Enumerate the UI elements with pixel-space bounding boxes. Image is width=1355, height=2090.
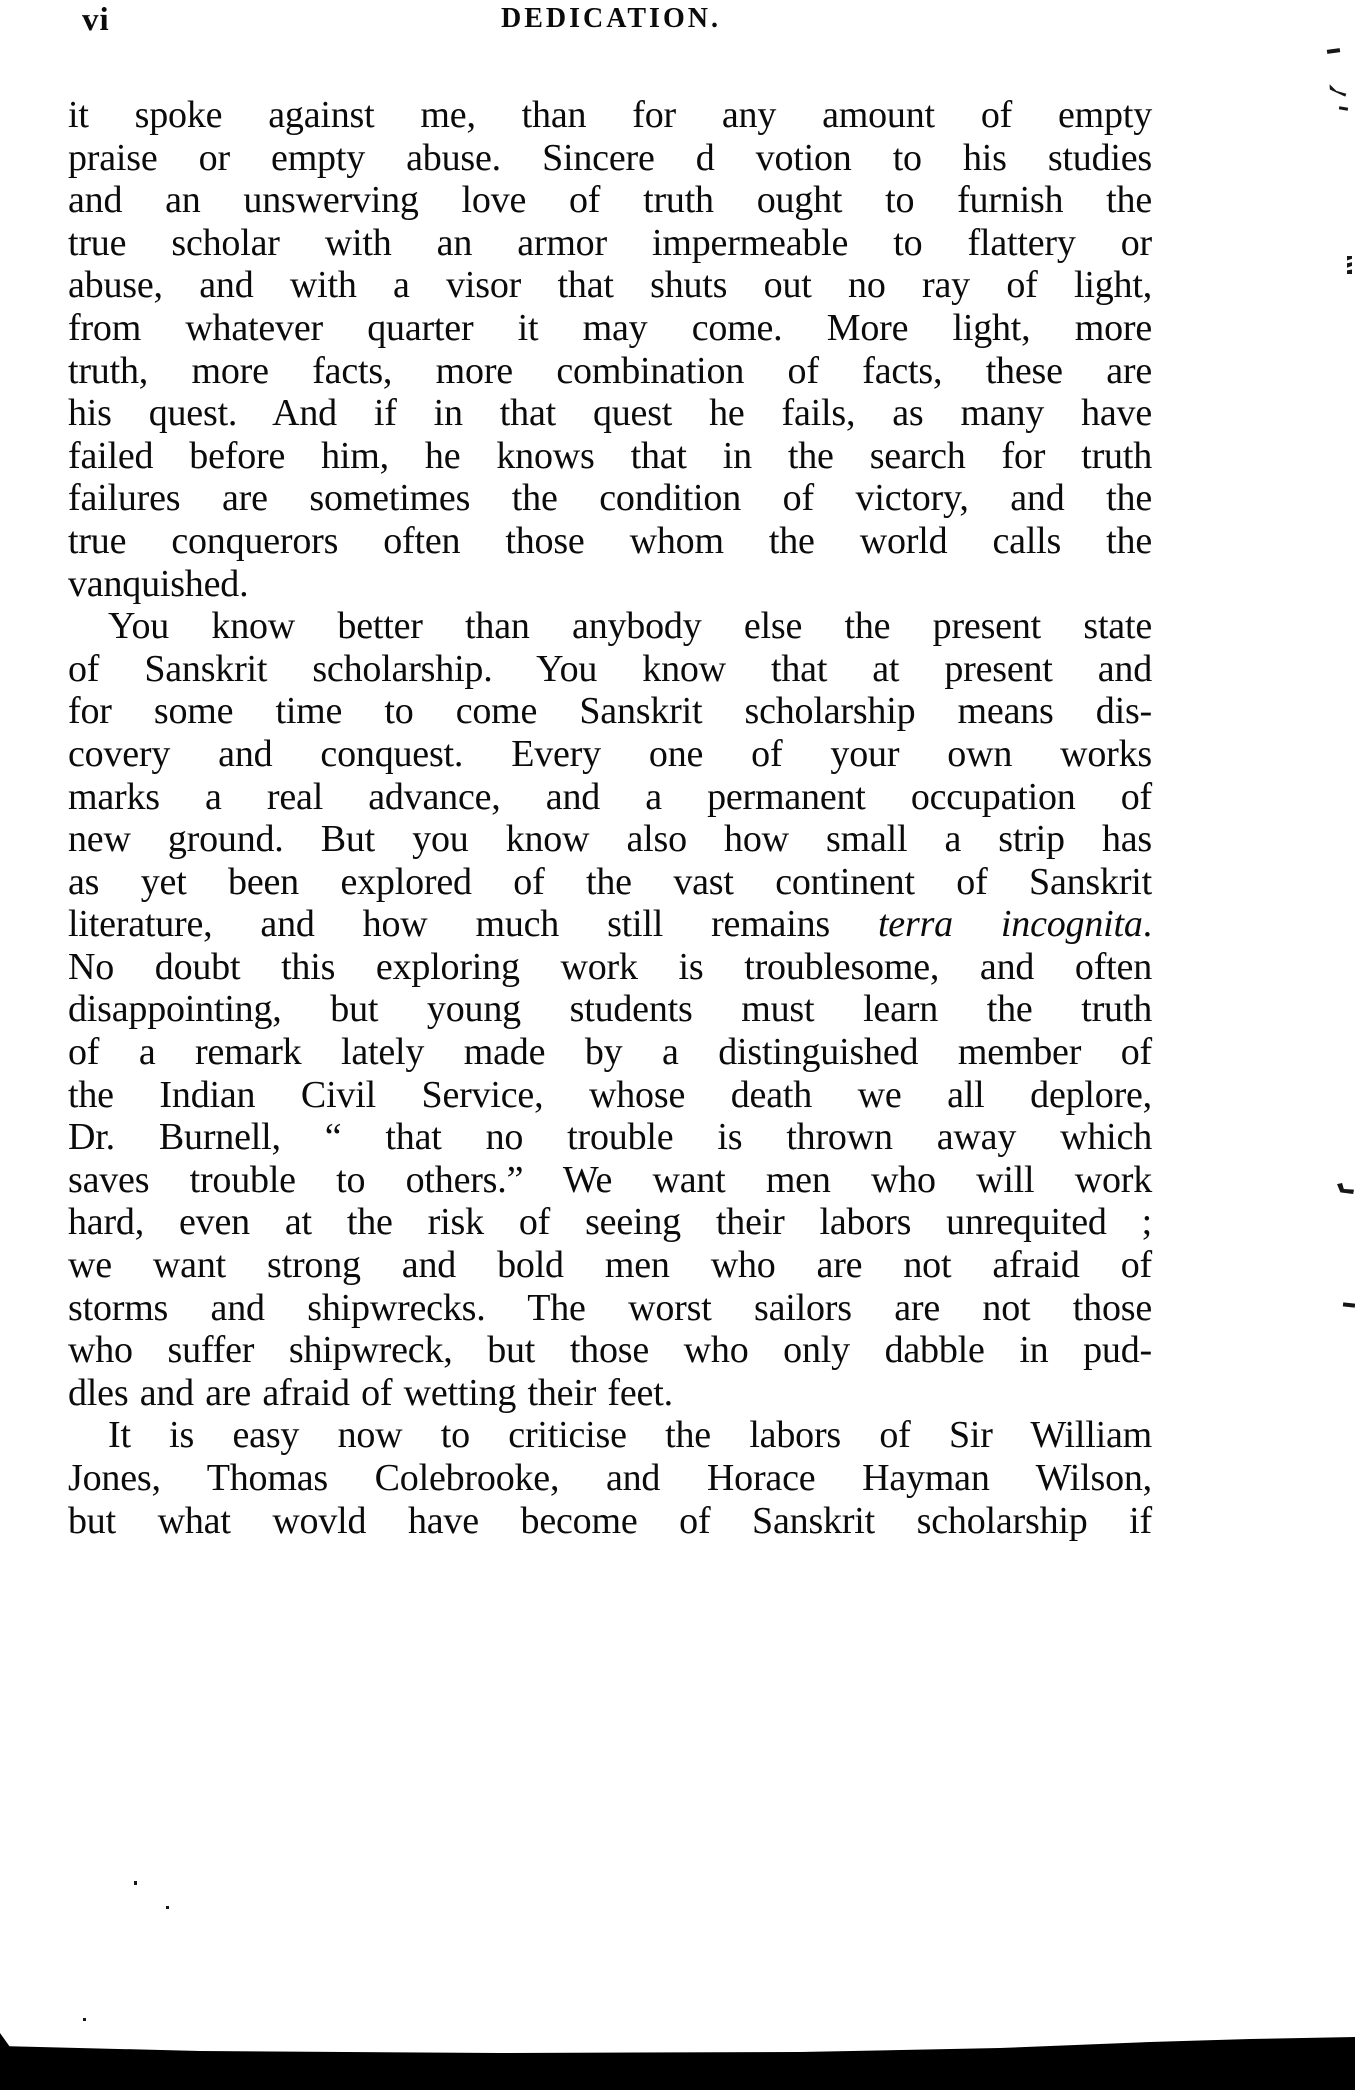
text-line — [68, 1414, 1152, 1457]
text-segment: the Indian Civil Service, whose death we all deplore, — [68, 1073, 1152, 1116]
text-line — [68, 1457, 1152, 1500]
scan-speck — [134, 1881, 137, 1885]
text-line — [68, 392, 1152, 435]
text-segment: but what wovld have become of Sanskrit scholarship if — [68, 1499, 1152, 1542]
text-segment: true scholar with an armor impermeable to flattery or — [68, 221, 1152, 264]
page-number: vi — [82, 2, 110, 38]
text-segment: disappointing, but young students must learn the truth — [68, 988, 1152, 1031]
text-line — [68, 94, 1152, 137]
text-line — [68, 648, 1152, 691]
scan-speck — [1327, 84, 1347, 97]
text-line — [68, 435, 1152, 478]
text-segment: new ground. But you know also how small a strip has — [68, 818, 1152, 861]
text-line — [68, 1329, 1152, 1372]
text-line — [68, 179, 1152, 222]
text-segment: You know better than anybody else the present state — [108, 605, 1152, 648]
scan-gutter-shadow — [0, 2030, 1355, 2090]
text-line — [68, 1201, 1152, 1244]
scan-speck — [1339, 106, 1348, 111]
text-line — [68, 818, 1152, 861]
text-line — [68, 861, 1152, 904]
text-line — [68, 946, 1152, 989]
text-line — [68, 307, 1152, 350]
text-segment: of a remark lately made by a distinguished member of — [68, 1031, 1152, 1074]
text-segment: Dr. Burnell, “ that no trouble is thrown away which — [68, 1116, 1152, 1159]
text-line — [68, 1244, 1152, 1287]
text-segment: as yet been explored of the vast continent of Sanskrit — [68, 860, 1152, 903]
text-segment: and an unswerving love of truth ought to furnish the — [68, 179, 1152, 222]
text-segment: Jones, Thomas Colebrooke, and Horace Hayman Wilson, — [68, 1457, 1152, 1499]
text-segment: who suffer shipwreck, but those who only dabble in pud- — [68, 1329, 1152, 1372]
text-line — [68, 1159, 1152, 1202]
text-line — [68, 776, 1152, 819]
text-segment: for some time to come Sanskrit scholarship means dis- — [68, 690, 1152, 733]
text-line — [68, 903, 1152, 946]
text-segment: failed before him, he knows that in the search for truth — [68, 434, 1152, 477]
text-segment: literature, and how much still remains — [68, 903, 878, 946]
text-segment: abuse, and with a visor that shuts out no ray of light, — [68, 264, 1152, 307]
text-segment: No doubt this exploring work is troublesome, and often — [68, 945, 1152, 988]
text-line — [68, 563, 1152, 606]
scan-speck — [1327, 48, 1340, 54]
text-line — [68, 1500, 1152, 1543]
text-line — [68, 1287, 1152, 1330]
running-header-title: DEDICATION. — [501, 3, 721, 34]
text-line — [68, 477, 1152, 520]
text-line — [68, 1116, 1152, 1159]
text-segment: from whatever quarter it may come. More light, more — [68, 306, 1152, 349]
text-line — [68, 1372, 1152, 1415]
text-line — [68, 350, 1152, 393]
text-segment: . — [1142, 903, 1152, 946]
text-segment: of Sanskrit scholarship. You know that at present and — [68, 647, 1152, 690]
text-line — [68, 137, 1152, 180]
text-segment: storms and shipwrecks. The worst sailors are not those — [68, 1286, 1152, 1329]
text-segment: we want strong and bold men who are not afraid of — [68, 1244, 1152, 1287]
text-line — [68, 264, 1152, 307]
text-line — [68, 988, 1152, 1031]
text-segment: true conquerors often those whom the world calls the — [68, 519, 1152, 562]
text-segment: failures are sometimes the condition of victory, and the — [68, 477, 1152, 520]
text-segment: saves trouble to others.” We want men who will work — [68, 1158, 1152, 1201]
body-text — [68, 94, 1152, 1542]
text-segment: it spoke against me, than for any amount of empty — [68, 94, 1152, 136]
scan-speck — [1343, 1302, 1355, 1307]
scan-speck — [1337, 1183, 1354, 1194]
italic-phrase: terra incognita — [877, 903, 1143, 946]
text-line — [68, 733, 1152, 776]
scan-speck — [1347, 256, 1352, 274]
scan-speck — [83, 2018, 86, 2021]
text-line — [68, 690, 1152, 733]
text-segment: praise or empty abuse. Sincere d votion to his studies — [68, 136, 1152, 179]
text-segment: truth, more facts, more combination of facts, these are — [68, 349, 1152, 392]
text-line — [68, 605, 1152, 648]
text-line — [68, 1031, 1152, 1074]
text-segment: his quest. And if in that quest he fails, as many have — [68, 392, 1152, 435]
text-segment: It is easy now to criticise the labors of Sir William — [108, 1414, 1152, 1457]
text-line — [68, 520, 1152, 563]
text-segment: hard, even at the risk of seeing their labors unrequited ; — [68, 1201, 1152, 1244]
text-segment: covery and conquest. Every one of your own works — [68, 732, 1152, 775]
text-line — [68, 222, 1152, 265]
text-segment: dles and are afraid of wetting their feet. — [68, 1371, 673, 1414]
text-line — [68, 1074, 1152, 1117]
scan-speck — [166, 1906, 169, 1909]
text-segment: marks a real advance, and a permanent occupation of — [68, 775, 1152, 818]
text-segment: vanquished. — [68, 562, 249, 605]
